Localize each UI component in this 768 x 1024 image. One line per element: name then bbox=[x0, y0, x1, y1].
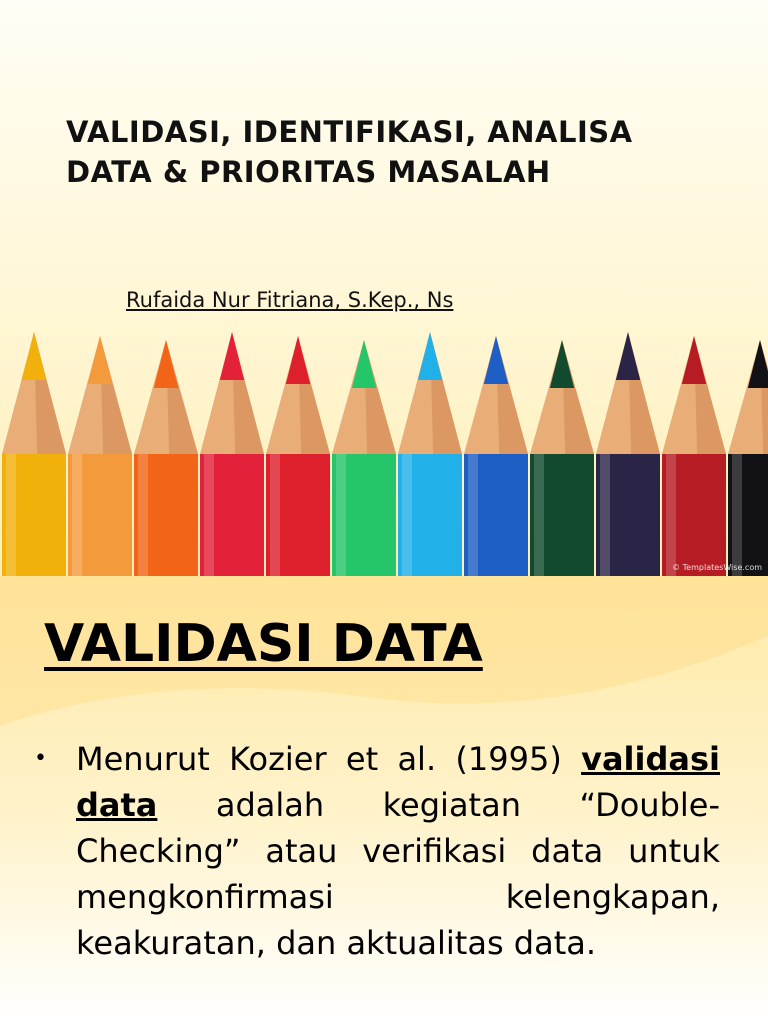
pencil-lead bbox=[154, 340, 178, 388]
pencil bbox=[398, 332, 462, 576]
pencils-image bbox=[0, 326, 768, 576]
pencil bbox=[530, 340, 594, 576]
pencil bbox=[134, 340, 198, 576]
bullet-list bbox=[30, 736, 720, 966]
bullet-item bbox=[30, 736, 720, 966]
pencil-lead bbox=[220, 332, 244, 380]
pencil-lead bbox=[682, 336, 706, 384]
pencil-lead bbox=[418, 332, 442, 380]
section-heading: VALIDASI DATA bbox=[44, 614, 483, 674]
bullet-text bbox=[76, 736, 720, 966]
pencil-lead bbox=[22, 332, 46, 380]
bullet-text-intro: Menurut Kozier et al. (1995) bbox=[76, 740, 582, 778]
pencil bbox=[662, 336, 726, 576]
pencil bbox=[68, 336, 132, 576]
content-slide bbox=[0, 576, 768, 1024]
pencil-lead bbox=[550, 340, 574, 388]
pencil bbox=[266, 336, 330, 576]
pencil-lead bbox=[748, 340, 768, 388]
author-name: Rufaida Nur Fitriana, S.Kep., Ns bbox=[126, 288, 454, 312]
pencil-lead bbox=[286, 336, 310, 384]
pencil-lead bbox=[484, 336, 508, 384]
pencil bbox=[200, 332, 264, 576]
pencil bbox=[464, 336, 528, 576]
slide-title: VALIDASI, IDENTIFIKASI, ANALISA DATA & PRIORITAS MASALAH bbox=[66, 115, 633, 189]
watermark: © TemplatesWise.com bbox=[672, 563, 762, 572]
bullet-emphasis: validasi data bbox=[76, 740, 720, 824]
pencil bbox=[728, 340, 768, 576]
pencil bbox=[596, 332, 660, 576]
pencil-lead bbox=[616, 332, 640, 380]
pencil-lead bbox=[352, 340, 376, 388]
bullet-dot-icon: • bbox=[34, 746, 47, 771]
pencil-lead bbox=[88, 336, 112, 384]
pencil bbox=[332, 340, 396, 576]
bullet-text-rest: adalah kegiatan “Double-Checking” atau verifikasi data untuk mengkonfirmasi kelengkapan, keakuratan, dan aktualitas data. bbox=[76, 786, 720, 962]
pencil bbox=[2, 332, 66, 576]
